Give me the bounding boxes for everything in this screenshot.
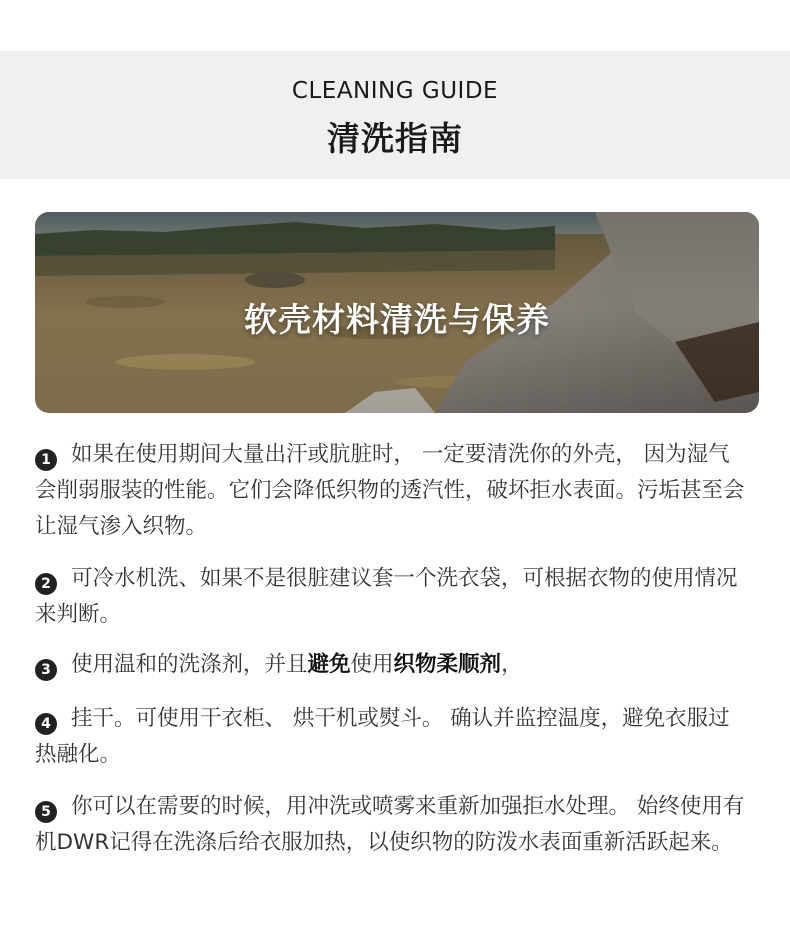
item-text-b: 使用 [350,652,394,677]
number-badge: 4 [35,713,57,735]
header-title-zh: 清洗指南 [327,119,463,158]
item-text: 挂干。可使用干衣柜、 烘干机或熨斗。 确认并监控温度，避免衣服过热融化。 [35,706,730,767]
header-title-en: CLEANING GUIDE [291,78,499,104]
item-text: 如果在使用期间大量出汗或肮脏时， 一定要清洗你的外壳， 因为湿气会削弱服装的性能。它们会降低织物的透汽性，破坏拒水表面。污垢甚至会让湿气渗入织物。 [35,442,745,539]
number-badge: 5 [35,801,57,823]
banner-image [35,212,759,413]
item-text-a: 使用温和的洗涤剂，并且 [71,652,308,677]
list-item [35,789,750,861]
item-text: 你可以在需要的时候，用冲洗或喷雾来重新加强拒水处理。 始终使用有机DWR记得在洗涤后给衣服加热，以使织物的防泼水表面重新活跃起来。 [35,794,745,855]
list-item [35,437,750,545]
number-badge: 2 [35,573,57,595]
item-bold-avoid: 避免 [307,652,351,677]
banner-title: 软壳材料清洗与保养 [244,300,550,339]
list-item [35,701,750,773]
number-badge: 1 [35,449,57,471]
item-bold-softener: 织物柔顺剂 [393,652,502,677]
item-text: 可冷水机洗、如果不是很脏建议套一个洗衣袋，可根据衣物的使用情况来判断。 [35,566,738,627]
number-badge: 3 [35,659,57,681]
list-item [35,561,750,633]
list-item [35,647,750,683]
item-text-c: ， [501,652,523,677]
